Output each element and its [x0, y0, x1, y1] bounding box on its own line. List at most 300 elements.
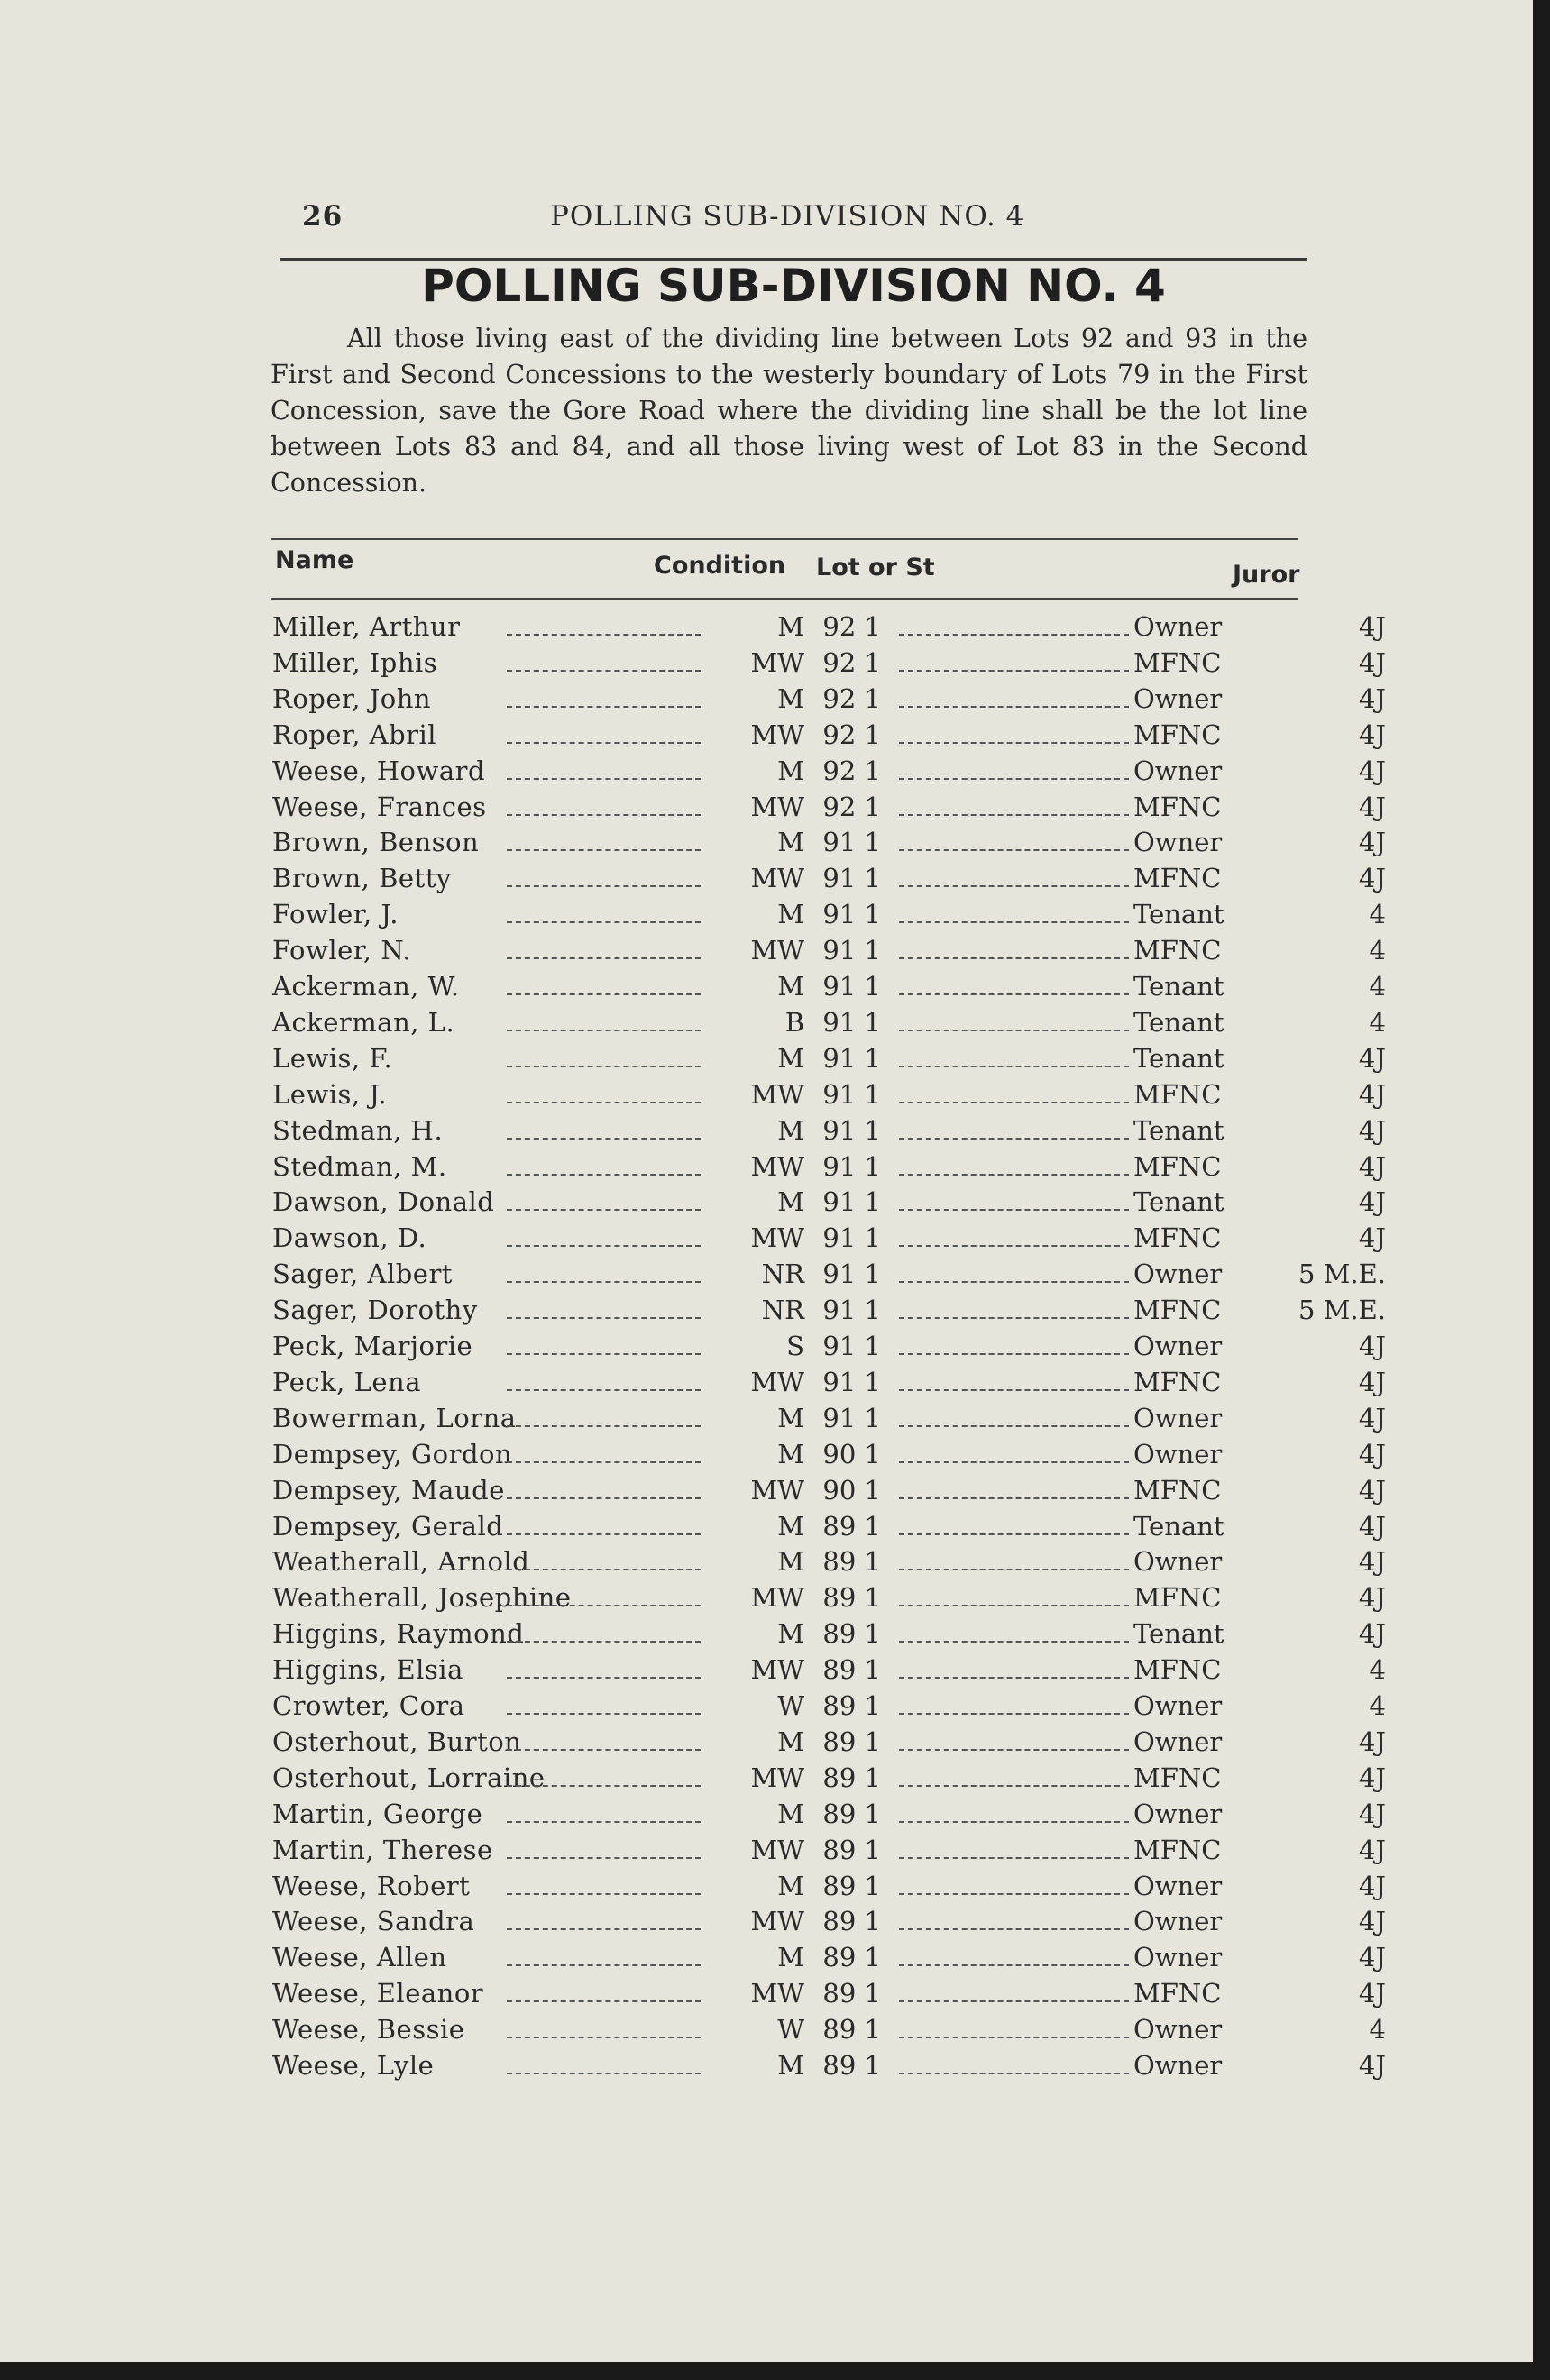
leader-dots: [899, 1281, 1129, 1283]
voter-occupation: MFNC: [1133, 1366, 1222, 1397]
voter-name: Martin, Therese: [272, 1834, 493, 1865]
voter-occupation: Owner: [1133, 1690, 1223, 1721]
voter-row: [245, 1618, 1386, 1654]
leader-dots: [899, 634, 1129, 636]
leader-dots: [899, 1964, 1129, 1966]
voter-row: [245, 1690, 1386, 1726]
leader-dots: [507, 1893, 701, 1895]
leader-dots: [899, 1102, 1129, 1103]
voter-row: [245, 1295, 1386, 1331]
voter-juror: 4J: [1358, 1582, 1386, 1614]
leader-dots: [507, 1389, 701, 1391]
leader-dots: [899, 1030, 1129, 1031]
voter-lot: 92 1: [822, 682, 881, 714]
voter-condition: M: [777, 1870, 804, 1901]
voter-name: Weese, Bessie: [272, 2014, 465, 2046]
voter-juror: 4J: [1358, 2050, 1386, 2081]
voter-occupation: MFNC: [1133, 1834, 1222, 1865]
voter-condition: M: [777, 1510, 804, 1542]
voter-condition: M: [777, 1942, 804, 1973]
voter-condition: M: [777, 1042, 804, 1074]
voter-name: Dempsey, Gerald: [272, 1510, 504, 1542]
voter-juror: 4J: [1358, 1906, 1386, 1937]
voter-juror: 4J: [1358, 611, 1386, 642]
voter-juror: 4: [1369, 1690, 1386, 1721]
voter-lot: 89 1: [822, 1618, 881, 1650]
voter-juror: 4J: [1358, 646, 1386, 678]
voter-occupation: Owner: [1133, 755, 1223, 786]
voter-lot: 91 1: [822, 971, 881, 1002]
voter-name: Weatherall, Arnold: [272, 1546, 530, 1578]
voter-occupation: Owner: [1133, 1259, 1223, 1290]
voter-name: Lewis, F.: [272, 1042, 393, 1074]
leader-dots: [899, 1353, 1129, 1355]
voter-lot: 91 1: [822, 1331, 881, 1361]
voter-lot: 91 1: [822, 1186, 881, 1218]
leader-dots: [899, 1317, 1129, 1319]
leader-dots: [507, 993, 701, 995]
voter-lot: 89 1: [822, 1762, 881, 1793]
voter-occupation: Owner: [1133, 1798, 1223, 1829]
voter-lot: 89 1: [822, 1978, 881, 2009]
voter-occupation: Tenant: [1133, 1042, 1224, 1074]
leader-dots: [507, 1461, 701, 1463]
voter-condition: M: [777, 971, 804, 1002]
voter-name: Roper, Abril: [272, 719, 437, 750]
leader-dots: [899, 1605, 1129, 1606]
voter-name: Dawson, Donald: [272, 1186, 495, 1218]
voter-condition: MW: [750, 1474, 804, 1506]
leader-dots: [507, 1641, 701, 1643]
voter-lot: 89 1: [822, 1834, 881, 1865]
voter-row: [245, 1546, 1386, 1582]
leader-dots: [899, 670, 1129, 672]
leader-dots: [899, 1138, 1129, 1140]
leader-dots: [899, 1389, 1129, 1391]
voter-juror: 4J: [1358, 1474, 1386, 1506]
leader-dots: [899, 1821, 1129, 1823]
voter-name: Martin, George: [272, 1798, 483, 1829]
leader-dots: [507, 1677, 701, 1679]
voter-occupation: Owner: [1133, 1942, 1223, 1973]
voter-occupation: MFNC: [1133, 1295, 1222, 1326]
voter-lot: 89 1: [822, 1510, 881, 1542]
leader-dots: [507, 2000, 701, 2002]
leader-dots: [507, 1713, 701, 1715]
voter-name: Weese, Eleanor: [272, 1978, 484, 2009]
voter-row: [245, 682, 1386, 719]
voter-name: Weese, Lyle: [272, 2050, 435, 2081]
voter-condition: MW: [750, 719, 804, 750]
leader-dots: [899, 1533, 1129, 1535]
column-header-juror: Juror: [1233, 561, 1300, 589]
voter-name: Dempsey, Gordon: [272, 1438, 513, 1469]
voter-name: Sager, Dorothy: [272, 1295, 478, 1326]
leader-dots: [899, 1641, 1129, 1643]
voter-occupation: Owner: [1133, 1906, 1223, 1937]
voter-lot: 91 1: [822, 1402, 881, 1433]
voter-name: Peck, Lena: [272, 1366, 422, 1397]
voter-name: Weese, Howard: [272, 755, 486, 786]
leader-dots: [899, 1569, 1129, 1570]
voter-lot: 91 1: [822, 827, 881, 858]
voter-juror: 4J: [1358, 1546, 1386, 1578]
voter-occupation: MFNC: [1133, 1654, 1222, 1686]
voter-row: [245, 1906, 1386, 1942]
leader-dots: [899, 1749, 1129, 1751]
voter-juror: 4J: [1358, 1618, 1386, 1650]
voter-condition: W: [777, 1690, 804, 1721]
voter-occupation: Owner: [1133, 1870, 1223, 1901]
column-header-condition: Condition: [654, 552, 786, 580]
voter-juror: 4J: [1358, 1331, 1386, 1361]
voter-name: Peck, Marjorie: [272, 1331, 473, 1361]
voter-juror: 4: [1369, 2014, 1386, 2046]
leader-dots: [899, 2000, 1129, 2002]
voter-juror: 5 M.E.: [1298, 1295, 1386, 1326]
voter-condition: MW: [750, 863, 804, 894]
voter-condition: NR: [761, 1295, 804, 1326]
voter-condition: M: [777, 682, 804, 714]
leader-dots: [507, 1785, 701, 1787]
voter-juror: 4J: [1358, 682, 1386, 714]
voter-occupation: Owner: [1133, 1402, 1223, 1433]
leader-dots: [899, 2073, 1129, 2074]
voter-row: [245, 899, 1386, 935]
leader-dots: [899, 1425, 1129, 1427]
leader-dots: [507, 1030, 701, 1031]
column-header-lot: Lot or St: [816, 554, 935, 581]
voter-condition: M: [777, 1114, 804, 1146]
voter-condition: M: [777, 1186, 804, 1218]
voter-juror: 4J: [1358, 827, 1386, 858]
voter-row: [245, 1834, 1386, 1871]
voter-lot: 91 1: [822, 1078, 881, 1110]
voter-occupation: MFNC: [1133, 1474, 1222, 1506]
leader-dots: [507, 1964, 701, 1966]
voter-lot: 89 1: [822, 2014, 881, 2046]
voter-occupation: Owner: [1133, 611, 1223, 642]
voter-juror: 4J: [1358, 1510, 1386, 1542]
voter-occupation: MFNC: [1133, 1582, 1222, 1614]
voter-occupation: Tenant: [1133, 899, 1224, 930]
voter-juror: 4: [1369, 935, 1386, 966]
voter-name: Dawson, D.: [272, 1222, 427, 1254]
voter-row: [245, 2014, 1386, 2050]
voter-lot: 91 1: [822, 1222, 881, 1254]
leader-dots: [507, 1821, 701, 1823]
leader-dots: [899, 742, 1129, 744]
voter-lot: 92 1: [822, 755, 881, 786]
voter-row: [245, 1978, 1386, 2014]
voter-juror: 4J: [1358, 1402, 1386, 1433]
voter-occupation: MFNC: [1133, 1150, 1222, 1182]
voter-juror: 4J: [1358, 1762, 1386, 1793]
voter-juror: 4: [1369, 971, 1386, 1002]
leader-dots: [507, 2037, 701, 2038]
voter-lot: 91 1: [822, 1295, 881, 1326]
voter-condition: MW: [750, 791, 804, 822]
leader-dots: [507, 957, 701, 959]
voter-name: Weese, Sandra: [272, 1906, 475, 1937]
voter-name: Higgins, Elsia: [272, 1654, 463, 1686]
page-title: POLLING SUB-DIVISION NO. 4: [421, 260, 1166, 312]
voter-occupation: Owner: [1133, 1438, 1223, 1469]
voter-name: Miller, Arthur: [272, 611, 461, 642]
voter-occupation: Tenant: [1133, 1618, 1224, 1650]
voter-occupation: Owner: [1133, 2014, 1223, 2046]
leader-dots: [899, 1928, 1129, 1930]
leader-dots: [507, 1605, 701, 1606]
voter-condition: S: [786, 1331, 804, 1361]
voter-occupation: MFNC: [1133, 1222, 1222, 1254]
voter-row: [245, 1222, 1386, 1259]
voter-occupation: MFNC: [1133, 646, 1222, 678]
voter-row: [245, 1259, 1386, 1295]
voter-condition: MW: [750, 1834, 804, 1865]
voter-occupation: Owner: [1133, 682, 1223, 714]
voter-occupation: MFNC: [1133, 1078, 1222, 1110]
voter-juror: 4: [1369, 1006, 1386, 1038]
voter-row: [245, 719, 1386, 755]
voter-name: Bowerman, Lorna: [272, 1402, 517, 1433]
voter-row: [245, 1150, 1386, 1187]
voter-condition: M: [777, 611, 804, 642]
voter-condition: M: [777, 1438, 804, 1469]
voter-juror: 4J: [1358, 1150, 1386, 1182]
leader-dots: [507, 634, 701, 636]
voter-name: Dempsey, Maude: [272, 1474, 505, 1506]
voter-lot: 91 1: [822, 935, 881, 966]
voter-name: Stedman, M.: [272, 1150, 447, 1182]
voter-condition: B: [784, 1006, 804, 1038]
voter-row: [245, 863, 1386, 899]
voter-name: Weatherall, Josephine: [272, 1582, 572, 1614]
voter-condition: M: [777, 827, 804, 858]
leader-dots: [899, 1857, 1129, 1859]
voter-condition: MW: [750, 935, 804, 966]
voter-lot: 92 1: [822, 646, 881, 678]
leader-dots: [507, 1066, 701, 1067]
voter-row: [245, 1474, 1386, 1511]
voter-name: Higgins, Raymond: [272, 1618, 525, 1650]
leader-dots: [899, 957, 1129, 959]
leader-dots: [507, 1857, 701, 1859]
voter-condition: MW: [750, 1654, 804, 1686]
voter-name: Weese, Robert: [272, 1870, 471, 1901]
voter-row: [245, 1654, 1386, 1690]
intro-paragraph: All those living east of the dividing line between Lots 92 and 93 in the First and Second Concessions to the westerly boundary of Lots 79 in the First Concession, save the Gore Road where the dividing line shall be the lot line between Lots 83 and 84, and all those living west of Lot 83 in the Second Concession.: [271, 324, 1307, 498]
voter-name: Weese, Allen: [272, 1942, 447, 1973]
voter-condition: MW: [750, 1762, 804, 1793]
voter-name: Stedman, H.: [272, 1114, 444, 1146]
voter-occupation: MFNC: [1133, 863, 1222, 894]
voter-juror: 4J: [1358, 1834, 1386, 1865]
column-header-name: Name: [275, 546, 354, 574]
voter-name: Osterhout, Burton: [272, 1726, 522, 1757]
voter-lot: 89 1: [822, 1726, 881, 1757]
voter-occupation: Tenant: [1133, 971, 1224, 1002]
voter-lot: 89 1: [822, 1654, 881, 1686]
voter-lot: 91 1: [822, 1366, 881, 1397]
voter-condition: M: [777, 1618, 804, 1650]
page-number: 26: [302, 200, 344, 233]
voter-lot: 89 1: [822, 1906, 881, 1937]
leader-dots: [507, 1245, 701, 1247]
voter-row: [245, 646, 1386, 683]
voter-lot: 91 1: [822, 1259, 881, 1290]
leader-dots: [899, 1713, 1129, 1715]
voter-condition: MW: [750, 1906, 804, 1937]
voter-occupation: Tenant: [1133, 1510, 1224, 1542]
voter-row: [245, 1006, 1386, 1043]
voter-condition: M: [777, 2050, 804, 2081]
leader-dots: [899, 993, 1129, 995]
voter-occupation: Owner: [1133, 1331, 1223, 1361]
voter-juror: 4: [1369, 1654, 1386, 1686]
voter-name: Ackerman, L.: [272, 1006, 455, 1038]
voter-occupation: Owner: [1133, 2050, 1223, 2081]
voter-juror: 4: [1369, 899, 1386, 930]
voter-lot: 91 1: [822, 899, 881, 930]
voter-lot: 89 1: [822, 1870, 881, 1901]
voter-occupation: MFNC: [1133, 1762, 1222, 1793]
voter-row: [245, 971, 1386, 1007]
voter-row: [245, 1510, 1386, 1547]
voter-condition: MW: [750, 646, 804, 678]
voter-lot: 91 1: [822, 863, 881, 894]
leader-dots: [507, 706, 701, 708]
voter-juror: 4J: [1358, 719, 1386, 750]
voter-name: Roper, John: [272, 682, 432, 714]
voter-juror: 4J: [1358, 1078, 1386, 1110]
voter-row: [245, 1331, 1386, 1367]
voter-row: [245, 1186, 1386, 1222]
leader-dots: [507, 1138, 701, 1140]
voter-row: [245, 827, 1386, 863]
voter-name: Sager, Albert: [272, 1259, 453, 1290]
leader-dots: [899, 1497, 1129, 1499]
leader-dots: [507, 1317, 701, 1319]
voter-condition: M: [777, 1402, 804, 1433]
voter-occupation: MFNC: [1133, 719, 1222, 750]
voter-lot: 89 1: [822, 1582, 881, 1614]
leader-dots: [899, 1245, 1129, 1247]
voter-lot: 92 1: [822, 791, 881, 822]
leader-dots: [507, 1928, 701, 1930]
voter-row: [245, 1078, 1386, 1115]
voter-row: [245, 1402, 1386, 1439]
voter-condition: M: [777, 1726, 804, 1757]
voter-juror: 4J: [1358, 755, 1386, 786]
voter-name: Osterhout, Lorraine: [272, 1762, 546, 1793]
leader-dots: [507, 1102, 701, 1103]
voter-condition: MW: [750, 1978, 804, 2009]
leader-dots: [507, 885, 701, 887]
voter-condition: MW: [750, 1582, 804, 1614]
leader-dots: [507, 778, 701, 780]
voter-name: Fowler, J.: [272, 899, 399, 930]
voter-row: [245, 1798, 1386, 1835]
voter-occupation: MFNC: [1133, 935, 1222, 966]
leader-dots: [507, 1174, 701, 1176]
leader-dots: [899, 814, 1129, 816]
leader-dots: [899, 1785, 1129, 1787]
voter-lot: 91 1: [822, 1150, 881, 1182]
voter-condition: W: [777, 2014, 804, 2046]
leader-dots: [899, 849, 1129, 851]
leader-dots: [507, 1749, 701, 1751]
voter-juror: 4J: [1358, 1366, 1386, 1397]
running-title: POLLING SUB-DIVISION NO. 4: [550, 200, 1025, 233]
voter-juror: 4J: [1358, 1222, 1386, 1254]
voter-row: [245, 935, 1386, 971]
voter-juror: 4J: [1358, 1042, 1386, 1074]
voter-juror: 4J: [1358, 1942, 1386, 1973]
voter-condition: M: [777, 1546, 804, 1578]
leader-dots: [899, 885, 1129, 887]
voter-row: [245, 1582, 1386, 1618]
leader-dots: [899, 1174, 1129, 1176]
voter-condition: MW: [750, 1222, 804, 1254]
voter-lot: 89 1: [822, 1942, 881, 1973]
voter-row: [245, 1366, 1386, 1403]
leader-dots: [507, 670, 701, 672]
voter-juror: 4J: [1358, 1870, 1386, 1901]
voter-juror: 4J: [1358, 1798, 1386, 1829]
voter-lot: 92 1: [822, 611, 881, 642]
leader-dots: [899, 1893, 1129, 1895]
voter-condition: MW: [750, 1078, 804, 1110]
voter-lot: 91 1: [822, 1006, 881, 1038]
voter-juror: 4J: [1358, 863, 1386, 894]
leader-dots: [899, 778, 1129, 780]
voter-juror: 4J: [1358, 1438, 1386, 1469]
leader-dots: [899, 921, 1129, 923]
leader-dots: [899, 1677, 1129, 1679]
voter-juror: 4J: [1358, 791, 1386, 822]
voter-lot: 90 1: [822, 1474, 881, 1506]
voter-juror: 5 M.E.: [1298, 1259, 1386, 1290]
voter-occupation: Tenant: [1133, 1006, 1224, 1038]
voter-row: [245, 1438, 1386, 1475]
voter-occupation: Tenant: [1133, 1186, 1224, 1218]
voter-lot: 90 1: [822, 1438, 881, 1469]
leader-dots: [899, 1209, 1129, 1211]
voter-condition: M: [777, 755, 804, 786]
voter-occupation: Owner: [1133, 1546, 1223, 1578]
voter-row: [245, 1762, 1386, 1799]
voter-lot: 89 1: [822, 1798, 881, 1829]
voter-occupation: MFNC: [1133, 791, 1222, 822]
voter-name: Weese, Frances: [272, 791, 487, 822]
voter-lot: 89 1: [822, 2050, 881, 2081]
voter-row: [245, 1726, 1386, 1762]
leader-dots: [507, 814, 701, 816]
leader-dots: [507, 1281, 701, 1283]
leader-dots: [507, 1569, 701, 1570]
leader-dots: [507, 1497, 701, 1499]
leader-dots: [507, 921, 701, 923]
leader-dots: [899, 706, 1129, 708]
voter-occupation: Owner: [1133, 827, 1223, 858]
voter-row: [245, 1114, 1386, 1151]
voter-lot: 89 1: [822, 1546, 881, 1578]
voter-name: Lewis, J.: [272, 1078, 387, 1110]
leader-dots: [507, 1209, 701, 1211]
voter-condition: MW: [750, 1150, 804, 1182]
leader-dots: [899, 1461, 1129, 1463]
